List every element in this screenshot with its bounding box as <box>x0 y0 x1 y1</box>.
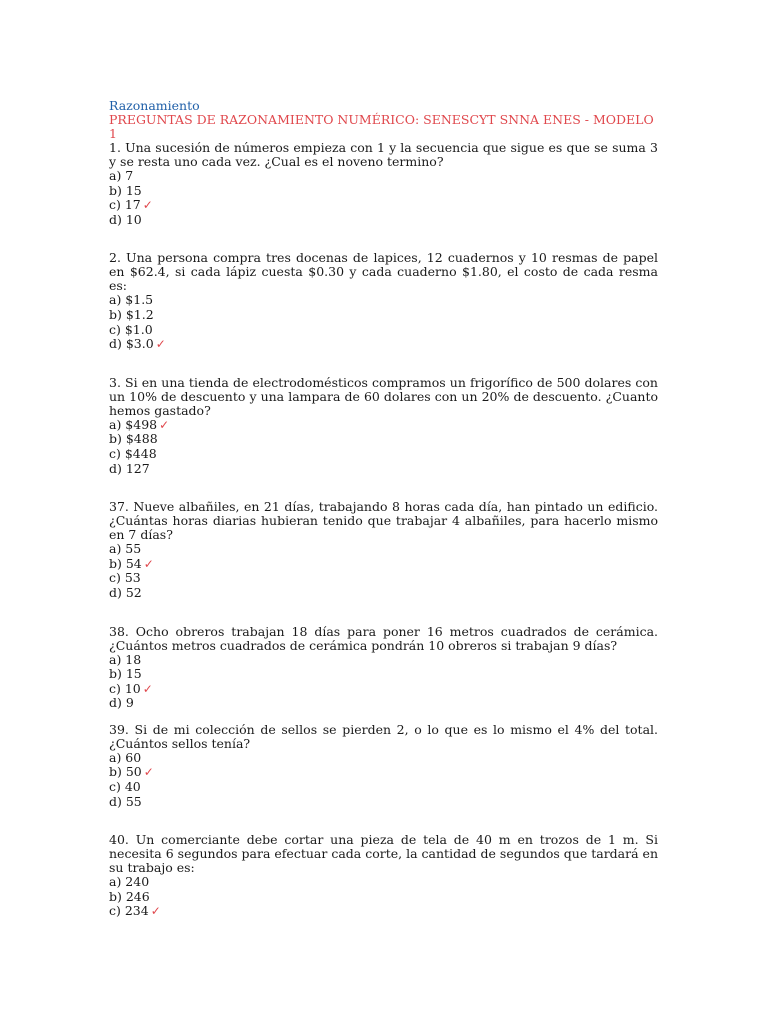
answer-option <box>109 557 658 572</box>
answer-option-text: d) 55 <box>109 793 142 809</box>
question-text: 37. Nueve albañiles, en 21 días, trabajando 8 horas cada día, han pintado un edificio. ¿Cuántas horas diarias hubieran tenido que trabajar 4 albañiles, para hacerlo mismo en 7 días? <box>109 499 658 543</box>
answer-option <box>109 542 658 557</box>
answer-option <box>109 337 658 352</box>
answer-option <box>109 432 658 447</box>
answer-option-text: a) 240 <box>109 874 150 890</box>
answer-options <box>109 653 658 711</box>
answer-option <box>109 765 658 780</box>
section-label: Razonamiento <box>109 98 200 113</box>
answer-option-text: b) 15 <box>109 182 142 198</box>
question-block <box>109 500 658 600</box>
question-text: 3. Si en una tienda de electrodomésticos compramos un frigorífico de 500 dolares con un 10% de descuento y una lampara de 60 dolares con un 20% de descuento. ¿Cuanto hemos gastado? <box>109 374 658 418</box>
answer-option-text: d) $3.0 <box>109 336 154 352</box>
answer-option-text: b) 15 <box>109 666 142 682</box>
answer-option <box>109 875 658 890</box>
answer-option-text: c) 234 <box>109 903 149 919</box>
answer-option-text: a) 18 <box>109 651 142 667</box>
answer-option-text: a) 7 <box>109 168 134 183</box>
question-block <box>109 833 658 919</box>
answer-option <box>109 795 658 810</box>
answer-option <box>109 904 658 919</box>
question-text: 2. Una persona compra tres docenas de lapices, 12 cuadernos y 10 resmas de papel en $62.4, si cada lápiz cuesta $0.30 y cada cuaderno $1.80, el costo de cada resma es: <box>109 250 658 294</box>
answer-option-text: a) $498 <box>109 416 158 432</box>
answer-option <box>109 653 658 668</box>
answer-option <box>109 571 658 586</box>
answer-options <box>109 751 658 809</box>
answer-option-text: d) 10 <box>109 211 142 227</box>
answer-options <box>109 542 658 600</box>
correct-check-icon: ✓ <box>143 556 154 571</box>
answer-options <box>109 169 658 227</box>
answer-option-text: b) 50 <box>109 764 142 780</box>
answer-option <box>109 198 658 213</box>
document-content <box>109 99 658 919</box>
question-list <box>109 141 658 919</box>
correct-check-icon: ✓ <box>143 765 154 780</box>
answer-option <box>109 447 658 462</box>
answer-option-text: a) $1.5 <box>109 292 154 308</box>
answer-option-text: a) 55 <box>109 541 142 557</box>
answer-option-text: c) $1.0 <box>109 321 153 337</box>
answer-options <box>109 293 658 351</box>
answer-option-text: b) $488 <box>109 431 158 447</box>
answer-option <box>109 323 658 338</box>
correct-check-icon: ✓ <box>142 198 153 213</box>
answer-option <box>109 293 658 308</box>
answer-option <box>109 184 658 199</box>
answer-option-text: b) 54 <box>109 555 142 571</box>
question-text: 40. Un comerciante debe cortar una pieza de tela de 40 m en trozos de 1 m. Si necesita 6 segundos para efectuar cada corte, la cantidad de segundos que tardará en su trabajo es: <box>109 832 658 876</box>
question-block <box>109 376 658 476</box>
answer-option-text: c) 17 <box>109 197 141 213</box>
answer-option-text: b) 246 <box>109 888 150 904</box>
answer-option-text: d) 52 <box>109 584 142 600</box>
answer-option <box>109 213 658 228</box>
answer-option <box>109 462 658 477</box>
answer-option-text: a) 60 <box>109 749 142 765</box>
answer-option-text: c) $448 <box>109 445 157 461</box>
question-text: 1. Una sucesión de números empieza con 1 y la secuencia que sigue es que se suma 3 y se resta uno cada vez. ¿Cual es el noveno termino? <box>109 140 658 169</box>
answer-option <box>109 308 658 323</box>
answer-option <box>109 890 658 905</box>
answer-option-text: d) 127 <box>109 460 150 476</box>
answer-option <box>109 751 658 766</box>
answer-option <box>109 586 658 601</box>
answer-option <box>109 780 658 795</box>
answer-option-text: d) 9 <box>109 695 134 711</box>
correct-check-icon: ✓ <box>159 417 170 432</box>
correct-check-icon: ✓ <box>150 904 161 919</box>
answer-option <box>109 696 658 711</box>
answer-option <box>109 682 658 697</box>
question-block <box>109 251 658 351</box>
question-block <box>109 141 658 227</box>
answer-option <box>109 418 658 433</box>
answer-option-text: c) 40 <box>109 779 141 795</box>
answer-option-text: c) 53 <box>109 570 141 586</box>
question-block <box>109 625 658 711</box>
answer-options <box>109 418 658 476</box>
correct-check-icon: ✓ <box>142 681 153 696</box>
answer-option <box>109 667 658 682</box>
answer-options <box>109 875 658 919</box>
question-block <box>109 723 658 809</box>
question-text: 39. Si de mi colección de sellos se pierden 2, o lo que es lo mismo el 4% del total. ¿Cuántos sellos tenía? <box>109 721 658 751</box>
answer-option-text: c) 10 <box>109 680 141 696</box>
question-text: 38. Ocho obreros trabajan 18 días para poner 16 metros cuadrados de cerámica. ¿Cuántos metros cuadrados de cerámica pondrán 10 obreros si trabajan 9 días? <box>109 623 658 653</box>
answer-option <box>109 169 658 184</box>
document-title: PREGUNTAS DE RAZONAMIENTO NUMÉRICO: SENESCYT SNNA ENES - MODELO 1 <box>109 112 654 141</box>
correct-check-icon: ✓ <box>155 337 166 352</box>
answer-option-text: b) $1.2 <box>109 306 154 322</box>
